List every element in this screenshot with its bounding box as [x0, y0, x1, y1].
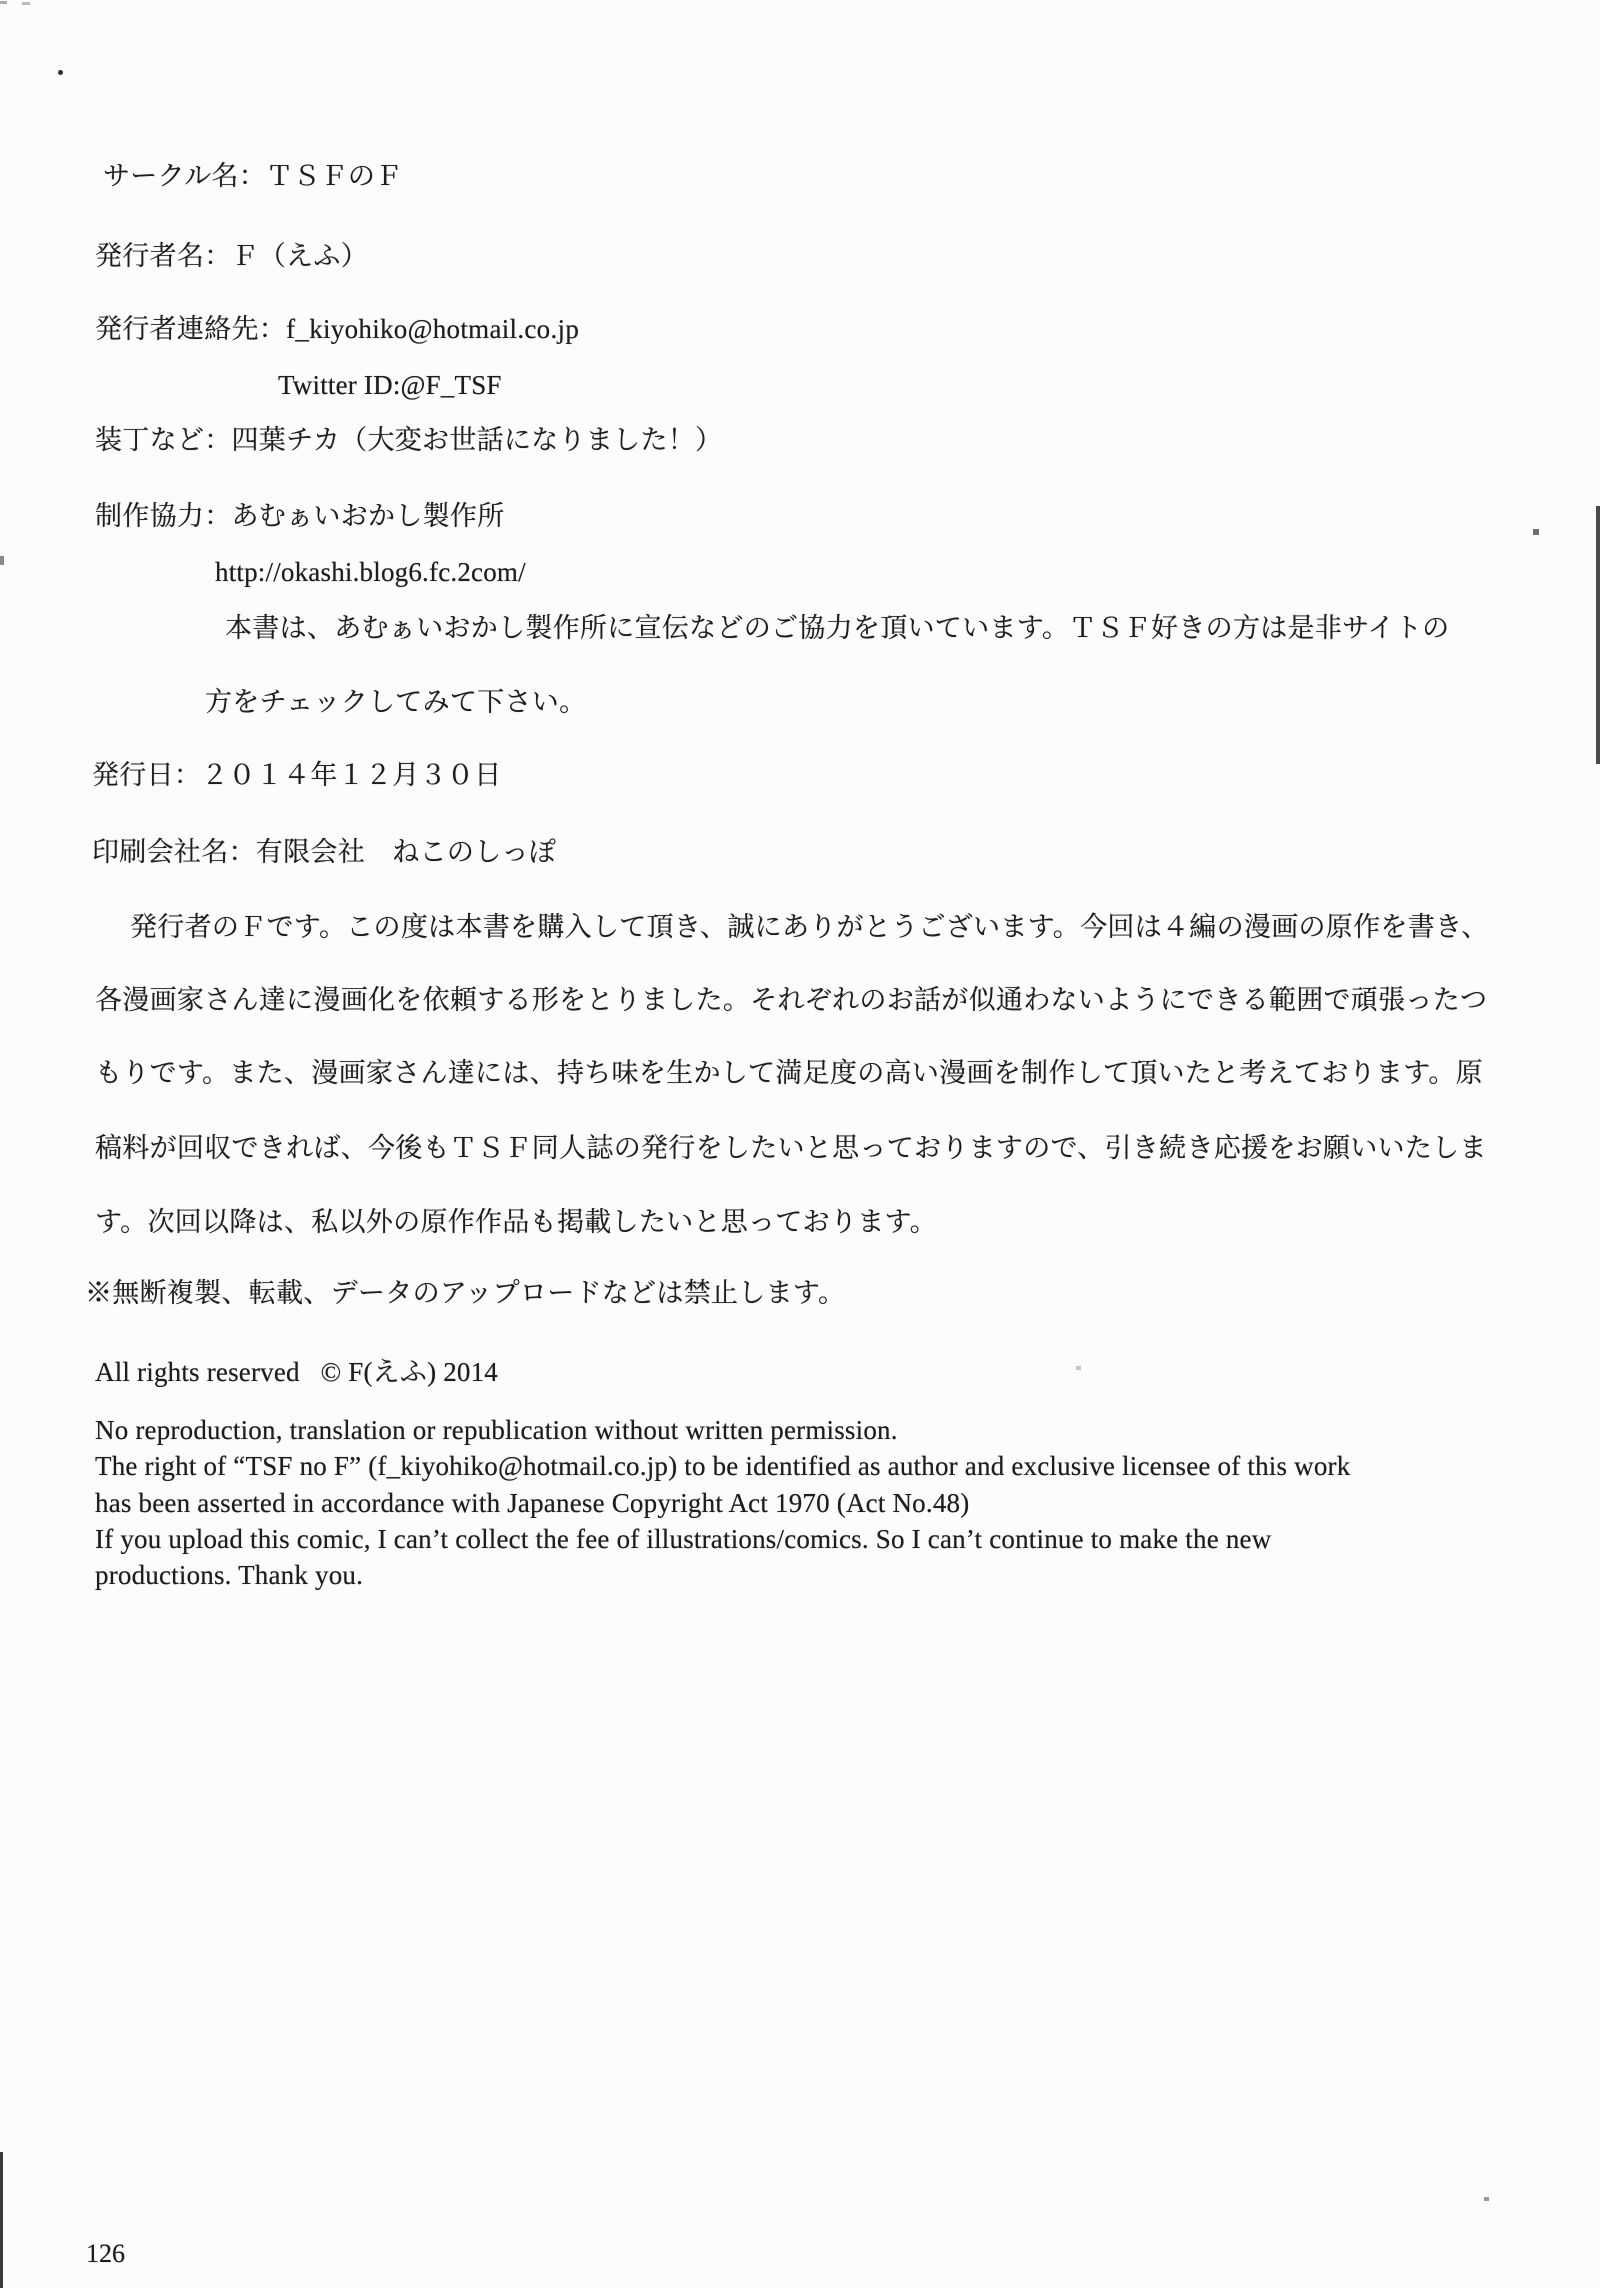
scan-mark-left-edge [0, 556, 4, 565]
prohibition-notice-line: ※無断複製、転載、データのアップロードなどは禁止します。 [85, 1278, 846, 1308]
afterword-line-1: 発行者のＦです。この度は本書を購入して頂き、誠にありがとうございます。今回は４編の漫画の原作を書き、 [130, 912, 1489, 942]
binding-design-line: 装丁など：四葉チカ（大変お世話になりました！） [95, 425, 723, 455]
scan-dot-top-left [58, 70, 63, 75]
afterword-line-2: 各漫画家さん達に漫画化を依頼する形をとりました。それぞれのお話が似通わないようにできる範囲で頑張ったつ [95, 985, 1488, 1015]
scan-speck-top-left-corner [0, 1, 7, 4]
publisher-name-line: 発行者名：Ｆ（えふ） [95, 241, 368, 271]
circle-name-line: サークル名：ＴＳＦのＦ [103, 161, 403, 191]
copyright-line-4: If you upload this comic, I can’t collect the fee of illustrations/comics. So I can’t continue to make the new [95, 1524, 1272, 1554]
afterword-line-5: す。次回以降は、私以外の原作作品も掲載したいと思っております。 [95, 1207, 937, 1237]
support-note-line-2: 方をチェックしてみて下さい。 [205, 687, 587, 717]
twitter-id-line: Twitter ID:@F_TSF [278, 370, 502, 400]
scan-speck-right [1533, 529, 1539, 535]
scan-line-right-edge [1596, 506, 1600, 764]
scan-speck-middle-right [1076, 1366, 1081, 1370]
copyright-line-2: The right of “TSF no F” (f_kiyohiko@hotmail.co.jp) to be identified as author and exclusive licensee of this work [95, 1451, 1351, 1481]
production-support-line: 制作協力：あむぁいおかし製作所 [95, 501, 505, 531]
scan-line-bottom-left-edge [0, 2152, 3, 2288]
scan-speck-top-left-corner-2 [22, 2, 30, 5]
page-number: 126 [86, 2239, 125, 2268]
publisher-contact-line: 発行者連絡先：f_kiyohiko@hotmail.co.jp [95, 314, 580, 344]
publication-date-line: 発行日：２０１４年１２月３０日 [92, 760, 502, 790]
copyright-line-3: has been asserted in accordance with Japanese Copyright Act 1970 (Act No.48) [95, 1488, 970, 1518]
afterword-line-4: 稿料が回収できれば、今後もＴＳＦ同人誌の発行をしたいと思っておりますので、引き続き応援をお願いいたしま [95, 1133, 1487, 1163]
printer-name-line: 印刷会社名：有限会社 ねこのしっぽ [92, 837, 557, 867]
support-url-line: http://okashi.blog6.fc.2com/ [215, 557, 526, 587]
copyright-line-5: productions. Thank you. [95, 1560, 364, 1590]
copyright-line-1: No reproduction, translation or republication without written permission. [95, 1415, 898, 1445]
afterword-line-3: もりです。また、漫画家さん達には、持ち味を生かして満足度の高い漫画を制作して頂いたと考えております。原 [95, 1058, 1483, 1088]
scan-speck-bottom-right [1484, 2197, 1489, 2201]
all-rights-reserved-line: All rights reserved © F(えふ) 2014 [95, 1357, 499, 1387]
support-note-line-1: 本書は、あむぁいおかし製作所に宣伝などのご協力を頂いています。ＴＳＦ好きの方は是非サイトの [225, 613, 1450, 643]
